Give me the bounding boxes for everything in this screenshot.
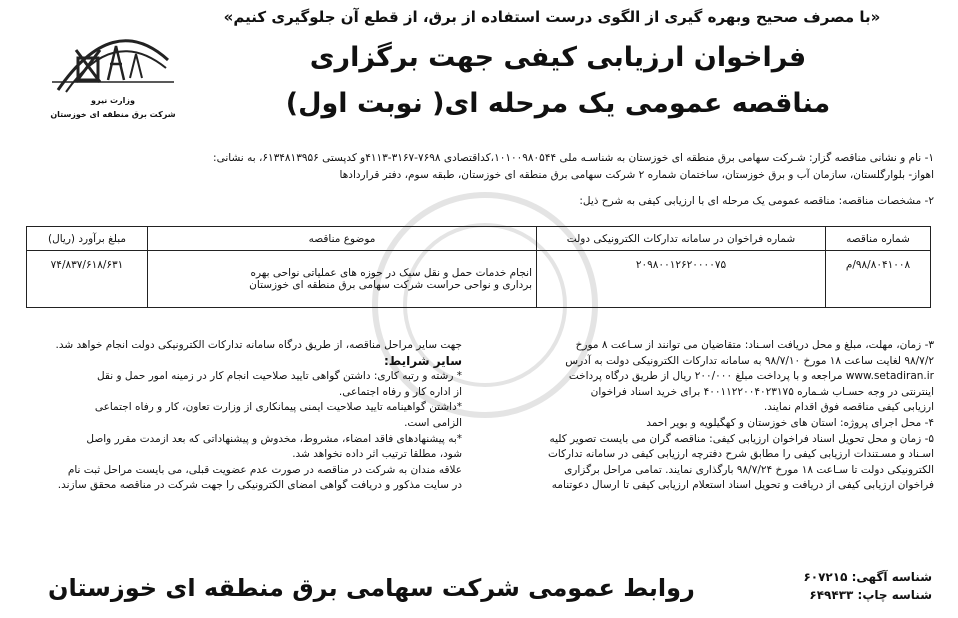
section-2: ۲- مشخصات مناقصه: مناقصه عمومی یک مرحله ای با ارزیابی کیفی به شرح ذیل: bbox=[579, 195, 934, 207]
right-line: اینترنتی در وجه حسـاب شـماره ۴۰۰۱۱۲۲۰۰۴۰۲۳۱۷۵ برای خرید اسناد فراخوان bbox=[590, 385, 934, 398]
ad-identifiers bbox=[803, 568, 932, 604]
header-subject: موضوع مناقصه bbox=[148, 227, 537, 251]
left-line: از اداره کار و رفاه اجتماعی. bbox=[338, 385, 462, 398]
other-conditions-heading: سایر شرایط: bbox=[384, 353, 462, 368]
left-line: الزامی است. bbox=[404, 416, 462, 429]
motto: «با مصرف صحیح وبهره گیری از الگوی درست استفاده از برق، از قطع آن جلوگیری کنیم» bbox=[223, 8, 881, 26]
section-1-line-2: اهواز- بلوارگلستان، سازمان آب و برق خوزستان، ساختمان شماره ۲ شرکت سهامی برق منطقه ای خوزستان، طبقه سوم، دفتر قراردادها bbox=[339, 169, 934, 181]
left-line: علاقه مندان به شرکت در مناقصه در صورت عدم عضویت قبلی، می بایست مراحل ثبت نام bbox=[67, 463, 462, 476]
public-relations-signature: روابط عمومی شرکت سهامی برق منطقه ای خوزستان bbox=[48, 574, 695, 602]
left-line: *داشتن گواهینامه تایید صلاحیت ایمنی پیمانکاری از وزارت تعاون، کار و رفاه اجتماعی bbox=[94, 401, 462, 414]
logo-caption-ministry: وزارت نیرو bbox=[91, 96, 135, 105]
section-1-line-1: ۱- نام و نشانی مناقصه گزار: شـرکت سهامی برق منطقه ای خوزستان به شناسـه ملی ۱۰۱۰۰۹۸۰۵۴۴،کداقتصادی ۷۶۹۸-۳۱۶۷-۴۱۱۳و کدپستی ۶۱۳۴۸۱۳۹۵۶، به نشانی: bbox=[213, 152, 934, 164]
right-line: ۵- زمان و محل تحویل اسناد فراخوان ارزیابی کیفی: مناقصه گران می بایست تصویر کلیه bbox=[549, 432, 934, 445]
left-column bbox=[26, 338, 462, 494]
table-row bbox=[27, 251, 931, 308]
ad-id: شناسه آگهی: ۶۰۷۲۱۵ bbox=[803, 570, 932, 584]
right-line: الکترونیکی دولت تا سـاعت ۱۸ مورخ ۹۸/۷/۲۴ بارگذاری نمایند. تمامی مراحل برگزاری bbox=[564, 463, 934, 476]
subject-line-1: انجام خدمات حمل و نقل سبک در حوزه های عملیاتی نواحی بهره bbox=[250, 267, 532, 279]
right-line: www.setadiran.ir مراجعه و با پرداخت مبلغ ۲۰۰/۰۰۰ ریال از طریق درگاه پرداخت bbox=[568, 370, 934, 383]
left-line: * رشته و رتبه کاری: داشتن گواهی تایید صلاحیت انجام کار در زمینه امور حمل و نقل bbox=[96, 370, 462, 383]
setad-number: ۲۰۹۸۰۰۱۲۶۲۰۰۰۰۷۵ bbox=[537, 251, 826, 308]
table-header-row bbox=[27, 227, 931, 251]
right-line: فراخوان ارزیابی کیفی از دریافت و تحویل اسناد استعلام ارزیابی کیفی تا ارسال دعوتنامه bbox=[551, 479, 934, 492]
right-column bbox=[494, 338, 934, 494]
right-line: اسـناد و مسـتندات ارزیابی کیفی را مطابق شرح دفترچه ارزیابی کیفی در سامانه تدارکات bbox=[547, 448, 934, 461]
tender-table bbox=[26, 226, 931, 308]
subject-line-2: برداری و نواحی حراست شرکت سهامی برق منطقه ای خوزستان bbox=[249, 279, 532, 291]
header-setad-number: شماره فراخوان در سامانه تدارکات الکترونیکی دولت bbox=[537, 227, 826, 251]
right-line: ۳- زمان، مهلت، مبلغ و محل دریافت اسـناد: متقاضیان می توانند از سـاعت ۸ مورخ bbox=[575, 339, 934, 351]
company-logo bbox=[38, 20, 188, 130]
right-line: ۹۸/۷/۲ لغایت ساعت ۱۸ مورخ ۹۸/۷/۱۰ به سامانه تدارکات الکترونیکی دولت به آدرس bbox=[565, 354, 934, 367]
right-line: ۴- محل اجرای پروژه: استان های خوزستان و کهگیلویه و بویر احمد bbox=[646, 416, 934, 429]
header-tender-number: شماره مناقصه bbox=[826, 227, 931, 251]
title-line-1: فراخوان ارزیابی کیفی جهت برگزاری bbox=[309, 42, 807, 73]
tender-number: ۹۸/۸۰۴۱۰۰۸/م bbox=[826, 251, 931, 308]
left-line-0: جهت سایر مراحل مناقصه، از طریق درگاه سامانه تدارکات الکترونیکی دولت انجام خواهد شد. bbox=[55, 339, 462, 351]
right-line: ارزیابی کیفی مناقصه فوق اقدام نمایند. bbox=[763, 401, 934, 414]
left-line: در سایت مذکور و دریافت گواهی امضای الکترونیکی را جهت شرکت در مناقصه محقق سازند. bbox=[57, 479, 462, 492]
print-id: شناسه چاپ: ۶۴۹۴۳۳ bbox=[809, 588, 932, 602]
left-line: شود، مطلقا ترتیب اثر داده نخواهد شد. bbox=[292, 448, 462, 461]
logo-caption-company: شرکت برق منطقه ای خوزستان bbox=[50, 110, 176, 119]
left-line: *به پیشنهادهای فاقد امضاء، مشروط، مخدوش و پیشنهاداتی که بعد ازمدت مقرر واصل bbox=[86, 432, 462, 445]
title-line-2: مناقصه عمومی یک مرحله ای( نوبت اول) bbox=[285, 88, 831, 119]
header-estimate: مبلغ برآورد (ریال) bbox=[27, 227, 148, 251]
tower-logo-icon bbox=[38, 20, 188, 98]
tender-subject bbox=[148, 251, 537, 308]
estimate-amount: ۷۴/۸۳۷/۶۱۸/۶۳۱ bbox=[27, 251, 148, 308]
